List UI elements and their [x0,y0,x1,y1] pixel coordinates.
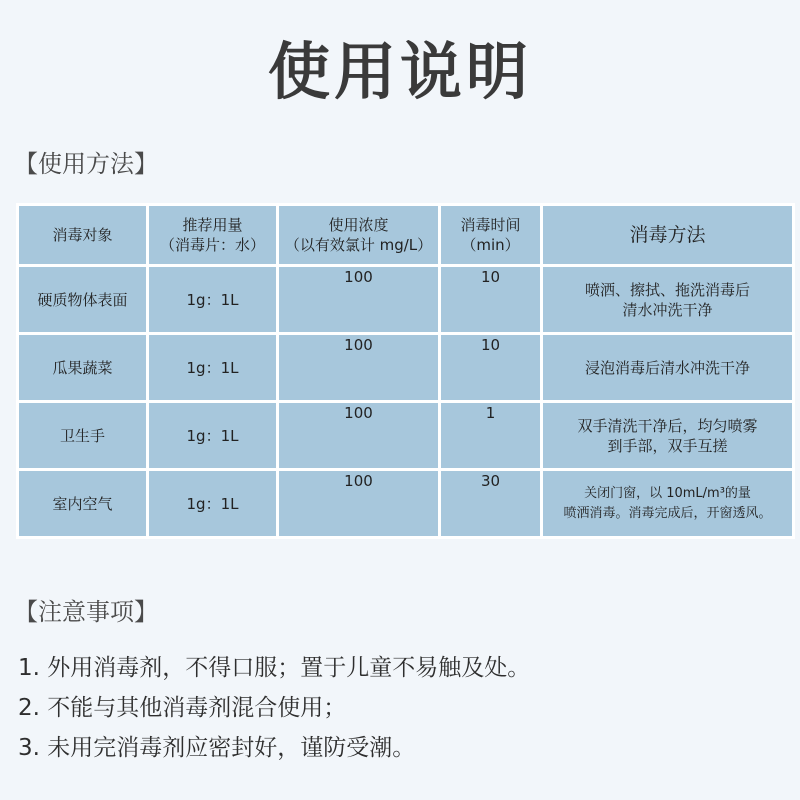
table-row [18,470,794,538]
cell-time: 10 [440,334,542,402]
page-title: 使用说明 [267,35,532,108]
note-item: 3. 未用完消毒剂应密封好，谨防受潮。 [18,735,416,761]
cell-method: 浸泡消毒后清水冲洗干净 [542,334,794,402]
table-row [18,402,794,470]
cell-object: 瓜果蔬菜 [18,334,148,402]
cell-object: 卫生手 [18,402,148,470]
cell-method: 喷洒、擦拭、拖洗消毒后 清水冲洗干净 [542,266,794,334]
usage-table [16,203,795,539]
note-item: 2. 不能与其他消毒剂混合使用； [18,695,347,721]
cell-concentration: 100 [278,266,440,334]
header-time: 消毒时间 （min） [440,205,542,266]
cell-time: 10 [440,266,542,334]
notes-list [18,648,788,768]
table-header-row [18,205,794,266]
table-row [18,266,794,334]
usage-section-heading: 【使用方法】 [14,150,158,178]
usage-table-container [16,203,792,539]
cell-object: 室内空气 [18,470,148,538]
cell-dosage: 1g：1L [148,266,278,334]
cell-concentration: 100 [278,402,440,470]
cell-concentration: 100 [278,470,440,538]
cell-concentration: 100 [278,334,440,402]
note-item: 1. 外用消毒剂，不得口服；置于儿童不易触及处。 [18,655,531,681]
cell-object: 硬质物体表面 [18,266,148,334]
table-row [18,334,794,402]
notes-section-heading: 【注意事项】 [14,598,158,626]
header-object: 消毒对象 [18,205,148,266]
cell-method: 双手清洗干净后，均匀喷雾 到手部，双手互搓 [542,402,794,470]
cell-method: 关闭门窗，以 10mL/m³的量 喷洒消毒。消毒完成后，开窗透风。 [542,470,794,538]
cell-dosage: 1g：1L [148,334,278,402]
header-dosage: 推荐用量 （消毒片：水） [148,205,278,266]
cell-dosage: 1g：1L [148,470,278,538]
header-method: 消毒方法 [542,205,794,266]
cell-time: 30 [440,470,542,538]
header-concentration: 使用浓度 （以有效氯计 mg/L） [278,205,440,266]
cell-dosage: 1g：1L [148,402,278,470]
cell-time: 1 [440,402,542,470]
